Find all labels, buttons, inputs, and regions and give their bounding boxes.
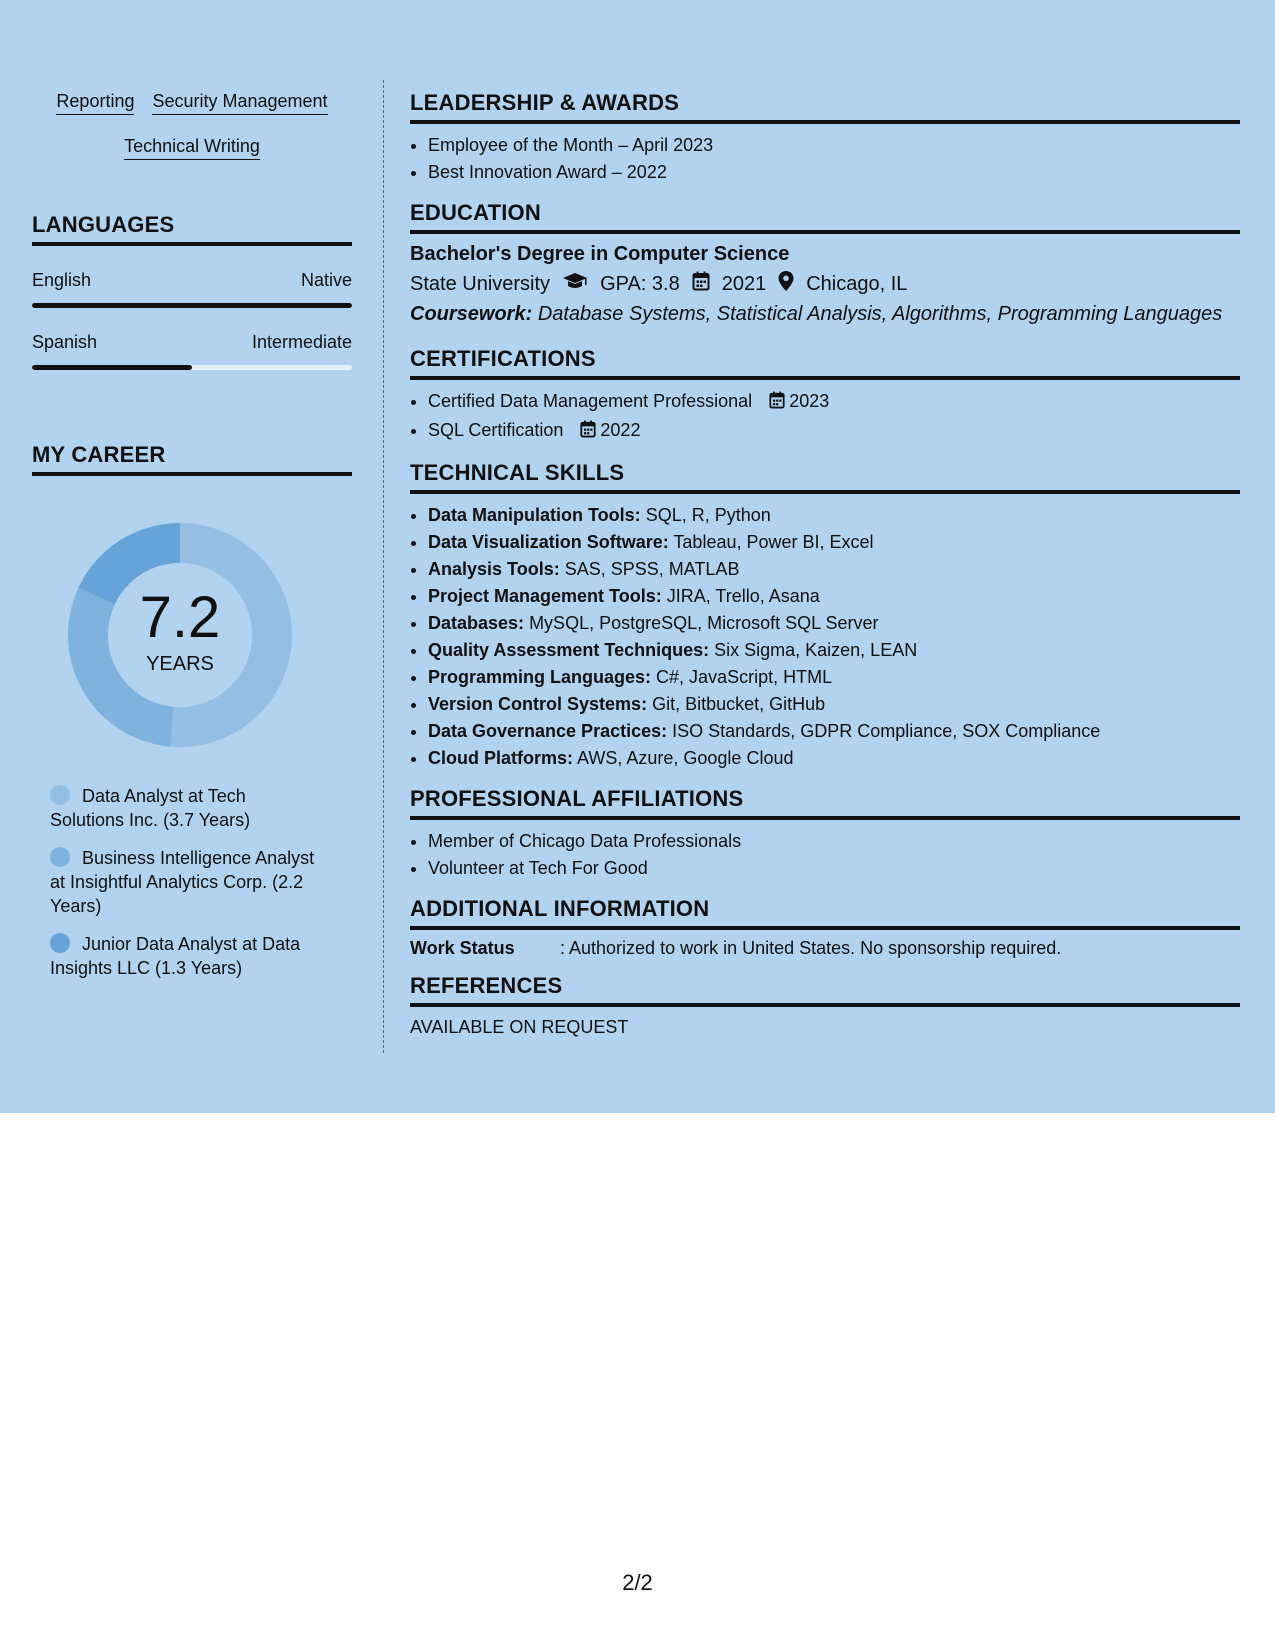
skill-category: Databases: bbox=[428, 613, 525, 633]
language-level: Intermediate bbox=[251, 332, 352, 352]
skill-category: Analysis Tools: bbox=[428, 559, 560, 579]
calendar-icon bbox=[769, 390, 785, 417]
skill-tag: Technical Writing bbox=[124, 135, 260, 160]
legend-item bbox=[50, 784, 320, 832]
skill-category: Quality Assessment Techniques: bbox=[428, 640, 710, 660]
list-item: • Employee of the Month – April 2023 bbox=[428, 132, 1240, 159]
legend-label: Data Analyst at Tech Solutions Inc. (3.7 Years) bbox=[50, 786, 251, 830]
certification-item bbox=[428, 388, 1240, 417]
certification-name: SQL Certification bbox=[428, 420, 564, 440]
skill-category: Programming Languages: bbox=[428, 667, 652, 687]
degree-title: Bachelor's Degree in Computer Science bbox=[410, 243, 790, 265]
column-divider bbox=[383, 80, 384, 1053]
legend-item bbox=[50, 846, 320, 918]
certification-year: 2023 bbox=[789, 391, 830, 411]
skill-values: ISO Standards, GDPR Compliance, SOX Compliance bbox=[672, 721, 1101, 741]
skill-item bbox=[428, 556, 1240, 583]
education-heading: EDUCATION bbox=[410, 200, 1240, 234]
career-donut-chart bbox=[65, 520, 295, 750]
certification-year: 2022 bbox=[600, 420, 641, 440]
school-location: Chicago, IL bbox=[806, 272, 908, 295]
language-level: Native bbox=[300, 270, 352, 290]
calendar-icon bbox=[580, 419, 596, 446]
career-legend bbox=[50, 784, 320, 980]
list-item: • Best Innovation Award – 2022 bbox=[428, 159, 1240, 186]
work-status-value: : Authorized to work in United States. No sponsorship required. bbox=[560, 938, 1062, 958]
certifications-list bbox=[410, 388, 1240, 446]
legend-dot bbox=[50, 933, 70, 953]
certifications-heading: CERTIFICATIONS bbox=[410, 346, 1240, 380]
skill-values: Tableau, Power BI, Excel bbox=[673, 532, 874, 552]
graduation-cap-icon bbox=[562, 272, 588, 296]
career-years-unit: YEARS bbox=[146, 653, 214, 675]
legend-dot bbox=[50, 785, 70, 805]
map-pin-icon bbox=[778, 271, 794, 297]
coursework bbox=[410, 303, 1240, 326]
education-details bbox=[410, 271, 1240, 297]
certification-name: Certified Data Management Professional bbox=[428, 391, 753, 411]
technical-skills-list bbox=[410, 502, 1240, 772]
skill-item bbox=[428, 583, 1240, 610]
list-item: • Volunteer at Tech For Good bbox=[428, 855, 1240, 882]
legend-item bbox=[50, 932, 320, 980]
career-heading: MY CAREER bbox=[32, 442, 352, 476]
skill-item bbox=[428, 502, 1240, 529]
skill-values: SAS, SPSS, MATLAB bbox=[564, 559, 740, 579]
skill-category: Data Manipulation Tools: bbox=[428, 505, 641, 525]
work-status bbox=[410, 938, 1240, 959]
language-name: English bbox=[32, 270, 92, 290]
skill-values: Git, Bitbucket, GitHub bbox=[652, 694, 826, 714]
language-name: Spanish bbox=[32, 332, 98, 352]
technical-skills-heading: TECHNICAL SKILLS bbox=[410, 460, 1240, 494]
coursework-label: Coursework: bbox=[410, 303, 533, 325]
languages-heading: LANGUAGES bbox=[32, 212, 352, 246]
skill-values: SQL, R, Python bbox=[645, 505, 771, 525]
skill-item bbox=[428, 745, 1240, 772]
skill-item bbox=[428, 529, 1240, 556]
left-column bbox=[32, 80, 352, 994]
legend-label: Junior Data Analyst at Data Insights LLC (1.3 Years) bbox=[50, 934, 301, 978]
skill-values: MySQL, PostgreSQL, Microsoft SQL Server bbox=[529, 613, 879, 633]
references-text: AVAILABLE ON REQUEST bbox=[410, 1017, 629, 1037]
skill-values: JIRA, Trello, Asana bbox=[666, 586, 820, 606]
language-proficiency-bar bbox=[32, 303, 352, 308]
page-number: 2/2 bbox=[622, 1570, 653, 1595]
gpa: GPA: 3.8 bbox=[600, 272, 680, 295]
language-item bbox=[32, 270, 352, 308]
skill-values: Six Sigma, Kaizen, LEAN bbox=[714, 640, 918, 660]
certification-item bbox=[428, 417, 1240, 446]
legend-label: Business Intelligence Analyst at Insightful Analytics Corp. (2.2 Years) bbox=[50, 848, 315, 916]
leadership-list bbox=[410, 132, 1240, 186]
skill-category: Cloud Platforms: bbox=[428, 748, 574, 768]
skill-category: Data Visualization Software: bbox=[428, 532, 669, 552]
skill-item bbox=[428, 718, 1240, 745]
skill-tags bbox=[32, 80, 352, 160]
language-proficiency-fill bbox=[32, 303, 352, 308]
legend-dot bbox=[50, 847, 70, 867]
skill-values: C#, JavaScript, HTML bbox=[656, 667, 833, 687]
skill-category: Version Control Systems: bbox=[428, 694, 648, 714]
language-item bbox=[32, 332, 352, 370]
school-name: State University bbox=[410, 272, 551, 295]
skill-item bbox=[428, 664, 1240, 691]
graduation-year: 2021 bbox=[721, 272, 767, 295]
affiliations-heading: PROFESSIONAL AFFILIATIONS bbox=[410, 786, 1240, 820]
work-status-label: Work Status bbox=[410, 938, 515, 958]
skill-item bbox=[428, 610, 1240, 637]
language-proficiency-fill bbox=[32, 365, 192, 370]
list-item: • Member of Chicago Data Professionals bbox=[428, 828, 1240, 855]
skill-category: Data Governance Practices: bbox=[428, 721, 668, 741]
affiliations-list bbox=[410, 828, 1240, 882]
coursework-list: Database Systems, Statistical Analysis, Algorithms, Programming Languages bbox=[537, 303, 1223, 325]
leadership-heading: LEADERSHIP & AWARDS bbox=[410, 90, 1240, 124]
skill-item bbox=[428, 637, 1240, 664]
skill-category: Project Management Tools: bbox=[428, 586, 662, 606]
references-heading: REFERENCES bbox=[410, 973, 1240, 1007]
skill-tag: Security Management bbox=[152, 90, 327, 115]
right-column bbox=[410, 90, 1240, 1038]
additional-info-heading: ADDITIONAL INFORMATION bbox=[410, 896, 1240, 930]
skill-values: AWS, Azure, Google Cloud bbox=[577, 748, 794, 768]
career-total-years: 7.2 bbox=[139, 585, 221, 650]
calendar-icon bbox=[692, 271, 710, 297]
language-proficiency-bar bbox=[32, 365, 352, 370]
skill-item bbox=[428, 691, 1240, 718]
skill-tag: Reporting bbox=[56, 90, 134, 115]
